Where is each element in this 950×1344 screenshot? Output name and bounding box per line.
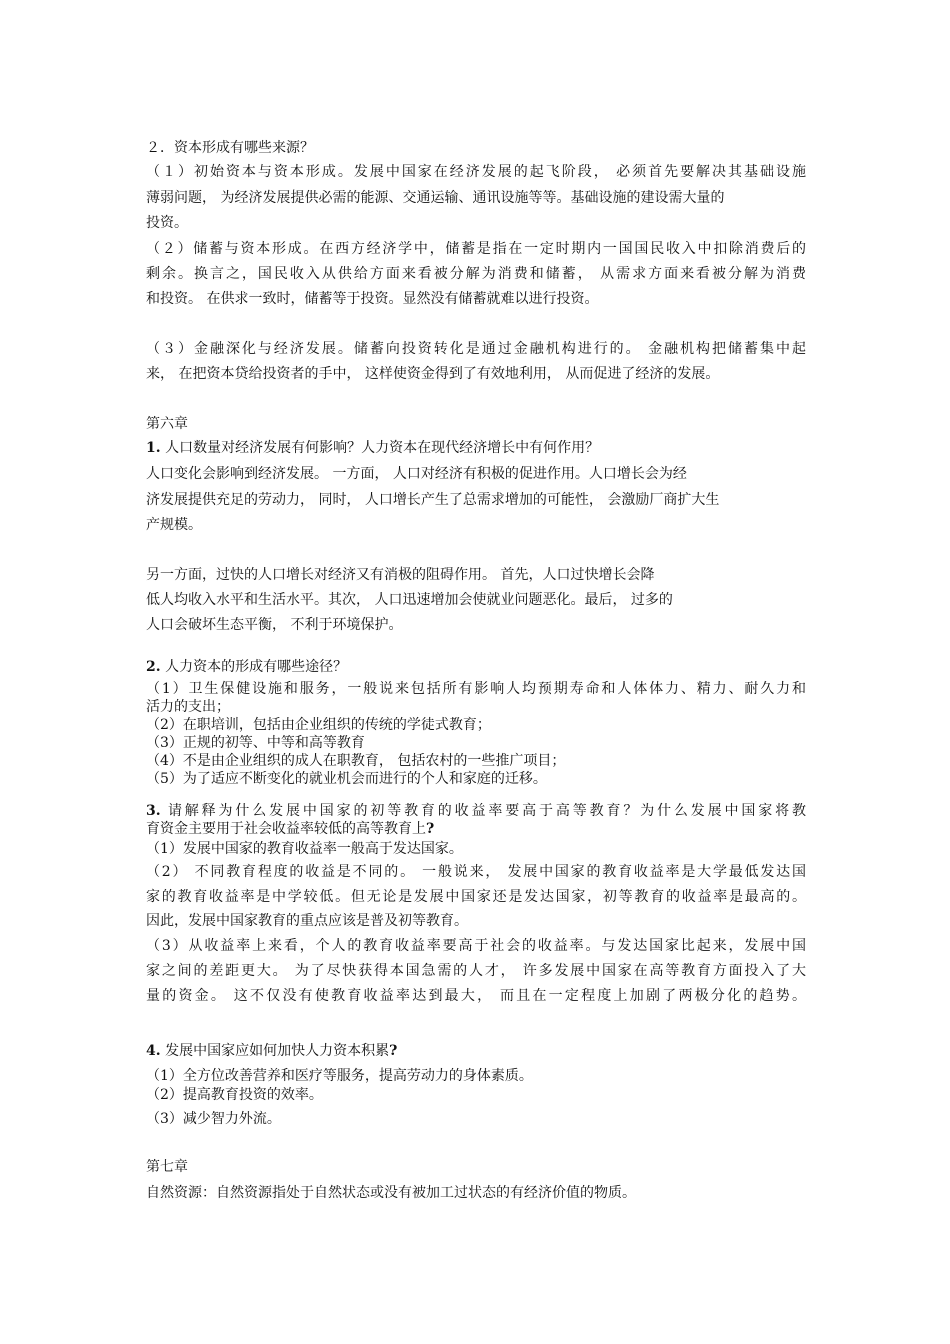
question-text: 发展中国家应如何加快人力资本积累 bbox=[160, 1043, 390, 1059]
list-item: （5）为了适应不断变化的就业机会而进行的个人和家庭的迁移。 bbox=[146, 771, 547, 787]
list-item: （2）在职培训，包括由企业组织的传统的学徒式教育； bbox=[146, 717, 491, 733]
paragraph-line: （３）金融深化与经济发展。储蓄向投资转化是通过金融机构进行的。 金融机构把储蓄集中起 bbox=[146, 341, 806, 357]
question-heading bbox=[146, 802, 806, 820]
answer-line: 量的资金。 这不仅没有使教育收益率达到最大， 而且在一定程度上加剧了两极分化的趋势。 bbox=[146, 988, 806, 1004]
question-heading bbox=[146, 439, 599, 457]
answer-line: （2） 不同教育程度的收益是不同的。 一般说来， 发展中国家的教育收益率是大学最低发达国 bbox=[146, 864, 806, 880]
question-text: 请解释为什么发展中国家的初等教育的收益率要高于高等教育？为什么发展中国家将教 bbox=[160, 803, 806, 819]
answer-line: 家的教育收益率是中学较低。但无论是发展中国家还是发达国家，初等教育的收益率是最高的。 bbox=[146, 889, 806, 905]
paragraph-line: 投资。 bbox=[146, 215, 188, 231]
list-item: 活力的支出； bbox=[146, 699, 230, 715]
question-heading-line bbox=[146, 820, 434, 838]
question-mark: ? bbox=[426, 821, 435, 837]
paragraph-line: 济发展提供充足的劳动力， 同时， 人口增长产生了总需求增加的可能性， 会激励厂商扩大生 bbox=[146, 492, 720, 508]
paragraph-line: 产规模。 bbox=[146, 517, 202, 533]
paragraph-line: （２）储蓄与资本形成。在西方经济学中，储蓄是指在一定时期内一国国民收入中扣除消费后的 bbox=[146, 241, 806, 257]
paragraph-line: 另一方面，过快的人口增长对经济又有消极的阻碍作用。 首先，人口过快增长会降 bbox=[146, 567, 655, 583]
paragraph-line: 人口会破坏生态平衡， 不利于环境保护。 bbox=[146, 617, 403, 633]
question-text: 育资金主要用于社会收益率较低的高等教育上 bbox=[146, 821, 426, 837]
answer-line: （1）发展中国家的教育收益率一般高于发达国家。 bbox=[146, 841, 463, 857]
question-number: 1. bbox=[146, 440, 161, 456]
answer-line: （3）从收益率上来看，个人的教育收益率要高于社会的收益率。与发达国家比起来，发展中国 bbox=[146, 938, 806, 954]
paragraph-line: 薄弱问题， 为经济发展提供必需的能源、交通运输、通讯设施等等。基础设施的建设需大量的 bbox=[146, 190, 725, 206]
question-number: 2. bbox=[146, 659, 161, 675]
list-item: （3）正规的初等、中等和高等教育 bbox=[146, 735, 365, 751]
list-item: （1）卫生保健设施和服务，一般说来包括所有影响人均预期寿命和人体体力、精力、耐久力和 bbox=[146, 681, 806, 697]
list-item: （4）不是由企业组织的成人在职教育， 包括农村的一些推广项目； bbox=[146, 753, 566, 769]
answer-line: 家之间的差距更大。 为了尽快获得本国急需的人才， 许多发展中国家在高等教育方面投入了大 bbox=[146, 963, 806, 979]
answer-line: 因此，发展中国家教育的重点应该是普及初等教育。 bbox=[146, 913, 468, 929]
chapter-title: 第六章 bbox=[146, 416, 188, 432]
question-mark: ? bbox=[389, 1043, 398, 1059]
question-number: 3. bbox=[146, 803, 161, 819]
paragraph-line: 来， 在把资本贷给投资者的手中， 这样使资金得到了有效地利用， 从而促进了经济的发展。 bbox=[146, 366, 720, 382]
question-number: 4. bbox=[146, 1043, 161, 1059]
section-heading: ２．资本形成有哪些来源？ bbox=[146, 140, 314, 156]
chapter-title: 第七章 bbox=[146, 1159, 188, 1175]
question-text: 人力资本的形成有哪些途径？ bbox=[160, 659, 348, 675]
question-heading bbox=[146, 658, 347, 676]
question-text: 人口数量对经济发展有何影响？人力资本在现代经济增长中有何作用？ bbox=[160, 440, 600, 456]
question-heading bbox=[146, 1042, 397, 1060]
paragraph-line: （１）初始资本与资本形成。发展中国家在经济发展的起飞阶段， 必须首先要解决其基础设施 bbox=[146, 164, 806, 180]
list-item: （2）提高教育投资的效率。 bbox=[146, 1087, 323, 1103]
definition-line: 自然资源：自然资源指处于自然状态或没有被加工过状态的有经济价值的物质。 bbox=[146, 1185, 636, 1201]
list-item: （3）减少智力外流。 bbox=[146, 1111, 281, 1127]
paragraph-line: 人口变化会影响到经济发展。 一方面， 人口对经济有积极的促进作用。人口增长会为经 bbox=[146, 466, 687, 482]
paragraph-line: 剩余。换言之，国民收入从供给方面来看被分解为消费和储蓄， 从需求方面来看被分解为消费 bbox=[146, 266, 806, 282]
paragraph-line: 和投资。 在供求一致时，储蓄等于投资。显然没有储蓄就难以进行投资。 bbox=[146, 291, 599, 307]
list-item: （1）全方位改善营养和医疗等服务，提高劳动力的身体素质。 bbox=[146, 1068, 533, 1084]
paragraph-line: 低人均收入水平和生活水平。其次， 人口迅速增加会使就业问题恶化。最后， 过多的 bbox=[146, 592, 673, 608]
